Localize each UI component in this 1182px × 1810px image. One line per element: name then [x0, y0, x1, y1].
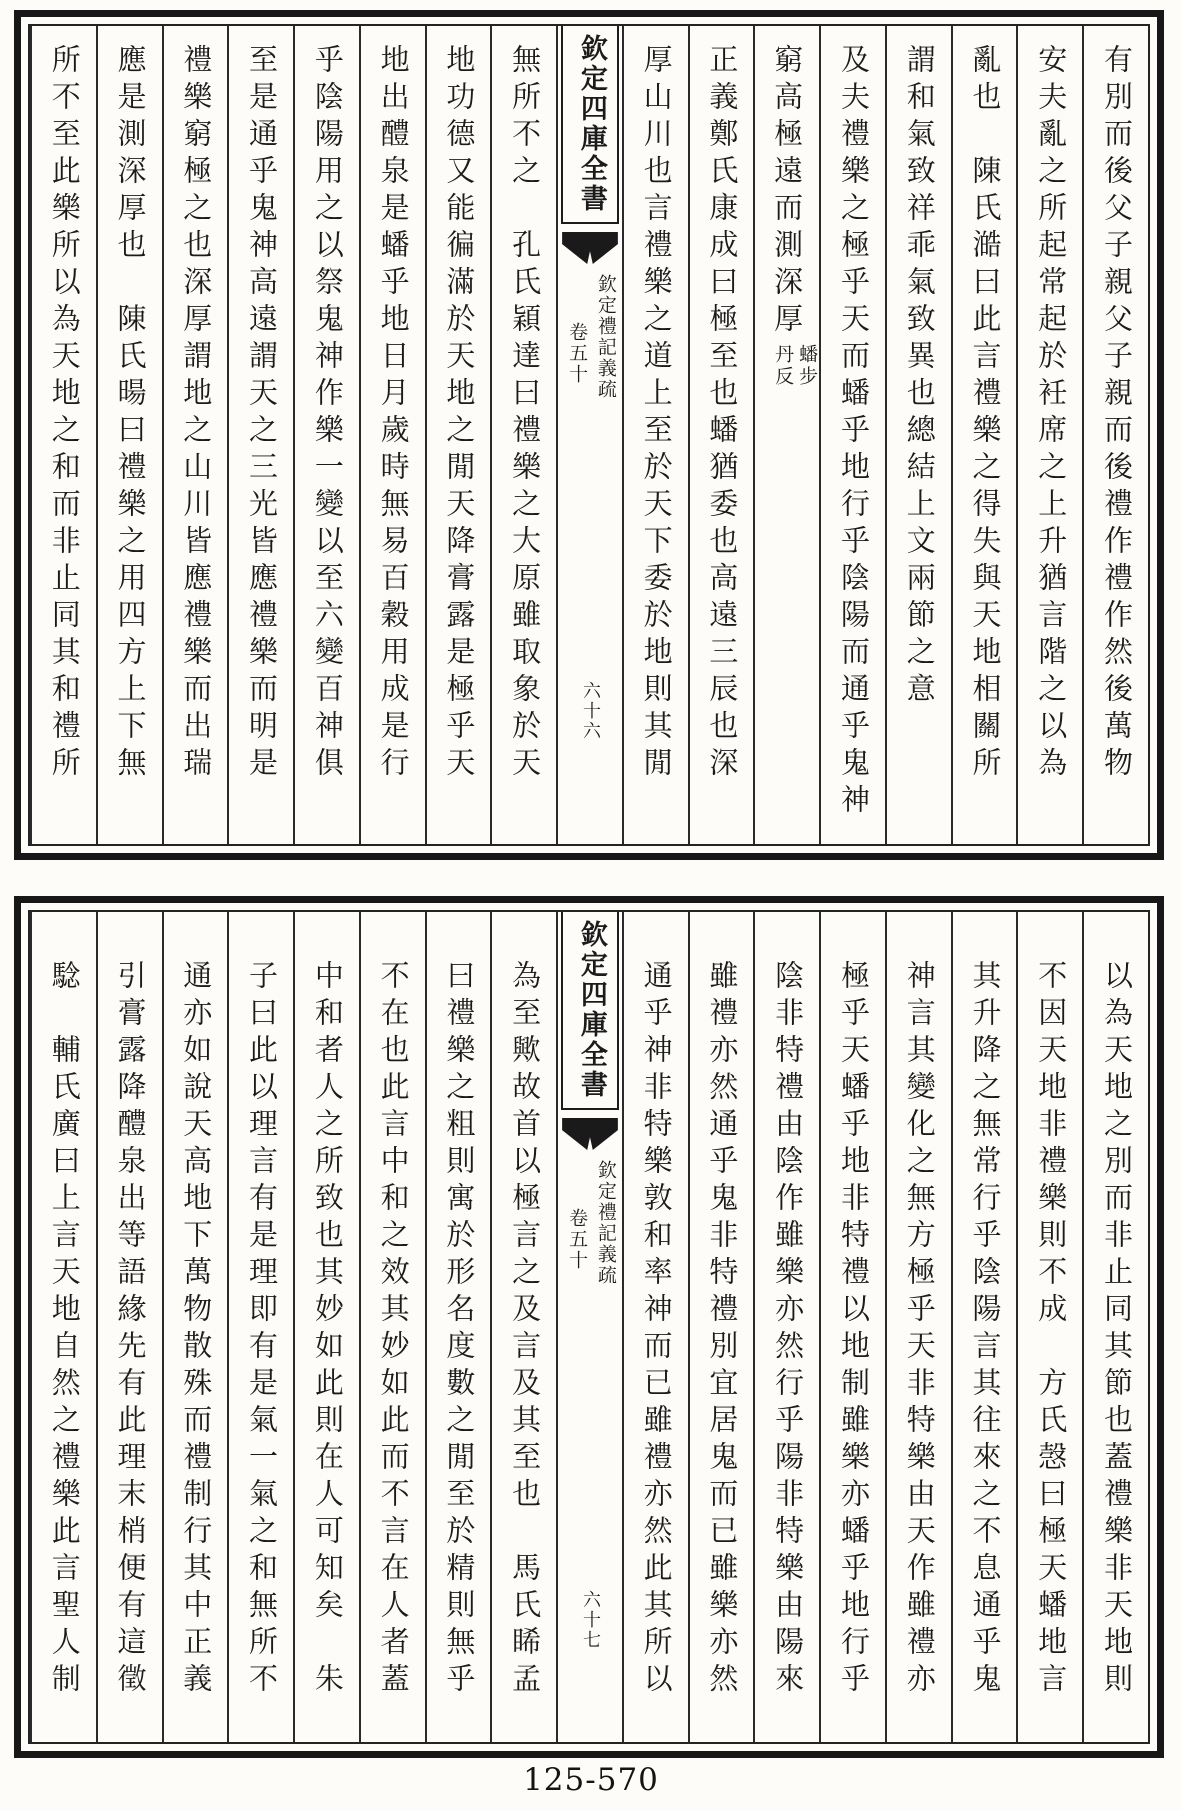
text-column — [96, 26, 162, 844]
text-column — [30, 912, 96, 1742]
column-text: 引膏露降醴泉出等語緣先有此理末梢便有這徵 — [113, 960, 148, 1700]
text-column — [885, 26, 951, 844]
column-text: 通乎神非特樂敦和率神而已雖禮亦然此其所以 — [639, 960, 674, 1700]
column-text: 地功德又能徧滿於天地之閒天降膏露是極乎天 — [442, 44, 477, 784]
column-text: 其升降之無常行乎陰陽言其往來之不息通乎鬼 — [968, 960, 1003, 1700]
center-title-column — [556, 26, 622, 844]
column-text: 騐 輔氏廣曰上言天地自然之禮樂此言聖人制 — [47, 960, 82, 1700]
column-text: 不因天地非禮樂則不成 方氏愨曰極天蟠地言 — [1034, 960, 1069, 1700]
column-text: 及夫禮樂之極乎天而蟠乎地行乎陰陽而通乎鬼神 — [836, 44, 871, 821]
text-column — [490, 912, 556, 1742]
column-text: 為至歟故首以極言之及言及其至也 馬氏睎孟 — [508, 960, 543, 1700]
text-column — [622, 26, 688, 844]
text-column — [293, 912, 359, 1742]
column-text: 無所不之 孔氏穎達曰禮樂之大原雖取象於天 — [508, 44, 543, 784]
siku-title: 欽定四庫全書 — [561, 912, 619, 1110]
text-column — [622, 912, 688, 1742]
column-text: 謂和氣致祥乖氣致異也總結上文兩節之意 — [902, 44, 937, 710]
siku-title: 欽定四庫全書 — [561, 26, 619, 224]
column-text: 乎陰陽用之以祭鬼神作樂一變以至六變百神俱 — [310, 44, 345, 784]
work-title: 欽定禮記義疏 — [594, 274, 617, 400]
column-text: 安夫亂之所起常起於衽席之上升猶言階之以為 — [1034, 44, 1069, 784]
column-text: 地出醴泉是蟠乎地日月歲時無易百穀用成是行 — [376, 44, 411, 784]
text-column — [1082, 912, 1148, 1742]
column-text: 至是通乎鬼神高遠謂天之三光皆應禮樂而明是 — [245, 44, 280, 784]
volume-label: 卷五十 — [566, 322, 589, 385]
text-column — [885, 912, 951, 1742]
text-column — [819, 26, 885, 844]
text-column — [753, 912, 819, 1742]
column-text: 陰非特禮由陰作雖樂亦然行乎陽非特樂由陽來 — [771, 960, 806, 1700]
work-title: 欽定禮記義疏 — [594, 1160, 617, 1286]
text-column — [359, 912, 425, 1742]
phonetic-gloss: 蟠步丹反 — [772, 344, 819, 388]
column-grid — [28, 910, 1150, 1744]
text-column — [753, 26, 819, 844]
text-column — [30, 26, 96, 844]
column-text: 神言其變化之無方極乎天非特樂由天作雖禮亦 — [902, 960, 937, 1700]
column-text: 雖禮亦然通乎鬼非特禮別宜居鬼而已雖樂亦然 — [705, 960, 740, 1700]
folio-number: 六十六 — [579, 681, 601, 741]
volume-label: 卷五十 — [566, 1208, 589, 1271]
column-text: 禮樂窮極之也深厚謂地之山川皆應禮樂而出瑞 — [179, 44, 214, 784]
center-title-column — [556, 912, 622, 1742]
fishtail-ornament — [562, 232, 618, 264]
text-column — [951, 912, 1017, 1742]
column-text: 不在也此言中和之效其妙如此而不言在人者蓋 — [376, 960, 411, 1700]
column-text: 通亦如說天高地下萬物散殊而禮制行其中正義 — [179, 960, 214, 1700]
page-block-top — [14, 10, 1164, 860]
text-column — [490, 26, 556, 844]
text-column — [688, 26, 754, 844]
text-column — [162, 26, 228, 844]
text-column — [688, 912, 754, 1742]
column-text: 窮高極遠而測深厚 — [770, 44, 805, 340]
text-column — [162, 912, 228, 1742]
column-text: 中和者人之所致也其妙如此則在人可知矣 朱 — [310, 960, 345, 1700]
plate-number: 125-570 — [523, 1762, 659, 1798]
text-column — [96, 912, 162, 1742]
text-column — [1082, 26, 1148, 844]
text-column — [1016, 912, 1082, 1742]
text-column — [425, 26, 491, 844]
column-text: 有別而後父子親父子親而後禮作禮作然後萬物 — [1100, 44, 1134, 784]
folio-number: 六十七 — [579, 1590, 601, 1650]
text-column — [293, 26, 359, 844]
text-column — [359, 26, 425, 844]
text-column — [951, 26, 1017, 844]
column-text: 正義鄭氏康成曰極至也蟠猶委也高遠三辰也深 — [705, 44, 740, 784]
column-text: 厚山川也言禮樂之道上至於天下委於地則其閒 — [639, 44, 674, 784]
text-column — [819, 912, 885, 1742]
fishtail-ornament — [562, 1118, 618, 1150]
column-text: 極乎天蟠乎地非特禮以地制雖樂亦蟠乎地行乎 — [836, 960, 871, 1700]
column-text: 子曰此以理言有是理即有是氣一氣之和無所不 — [245, 960, 280, 1700]
column-text: 以為天地之別而非止同其節也蓋禮樂非天地則 — [1100, 960, 1134, 1700]
text-column — [1016, 26, 1082, 844]
column-text: 曰禮樂之粗則寓於形名度數之閒至於精則無乎 — [442, 960, 477, 1700]
column-text: 亂也 陳氏澔曰此言禮樂之得失與天地相關所 — [968, 44, 1003, 784]
text-column — [227, 26, 293, 844]
text-column — [425, 912, 491, 1742]
text-column — [227, 912, 293, 1742]
column-text: 所不至此樂所以為天地之和而非止同其和禮所 — [47, 44, 82, 784]
page-block-bottom — [14, 896, 1164, 1758]
column-grid — [28, 24, 1150, 846]
column-text: 應是測深厚也 陳氏暘曰禮樂之用四方上下無 — [113, 44, 148, 784]
